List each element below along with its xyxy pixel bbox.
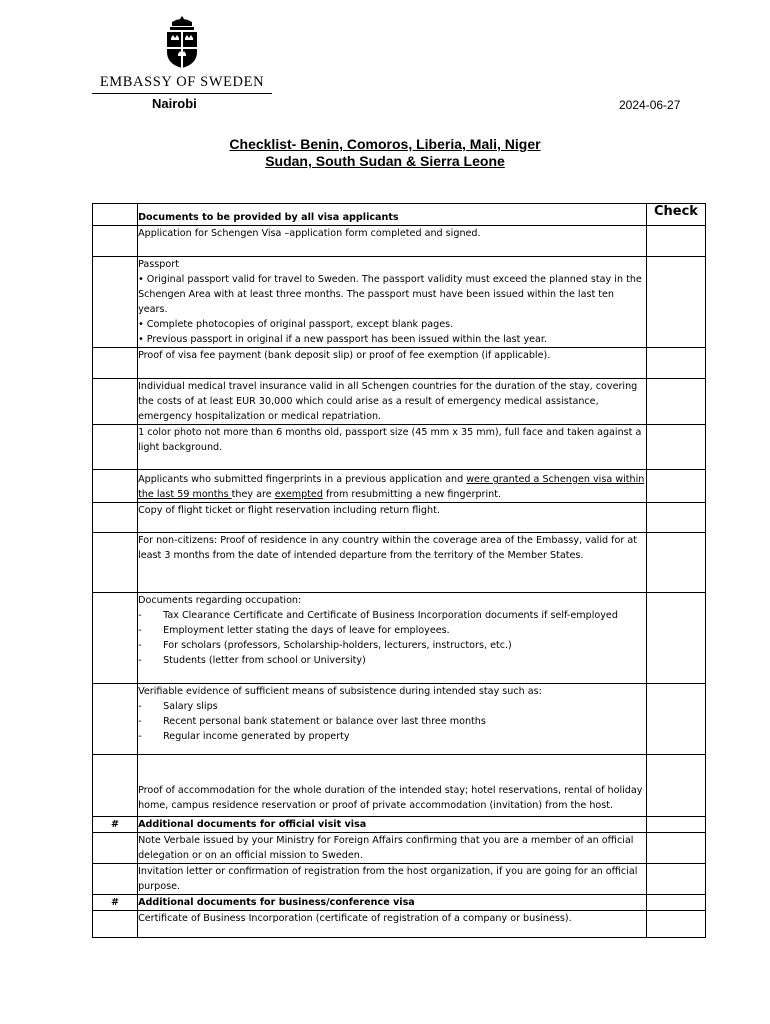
item-noncitizen: For non-citizens: Proof of residence in any country within the coverage area of the Embassy, valid for at least 3 months from the date of intended departure from the territory of the Member States. (138, 533, 647, 593)
item-photo: 1 color photo not more than 6 months old, passport size (45 mm x 35 mm), full face and taken against a light background. (138, 425, 647, 470)
list-item: - Students (letter from school or University) (138, 655, 366, 666)
item-certificate: Certificate of Business Incorporation (certificate of registration of a company or business). (138, 911, 647, 938)
list-item: - Tax Clearance Certificate and Certificate of Business Incorporation documents if self-employed (138, 610, 618, 621)
item-application: Application for Schengen Visa –application form completed and signed. (138, 226, 647, 257)
item-flight: Copy of flight ticket or flight reservation including return flight. (138, 503, 647, 533)
item-occupation (138, 593, 647, 684)
check-cell[interactable] (646, 425, 705, 470)
embassy-logo (92, 14, 272, 98)
list-item: - Employment letter stating the days of leave for employees. (138, 625, 450, 636)
table-row (93, 911, 706, 938)
list-item: - For scholars (professors, Scholarship-holders, lecturers, instructors, etc.) (138, 640, 512, 651)
passport-bullet: • Complete photocopies of original passport, except blank pages. (138, 319, 454, 330)
check-cell[interactable] (646, 379, 705, 425)
check-cell[interactable] (646, 348, 705, 379)
hash-marker: # (93, 895, 138, 911)
table-row (93, 226, 706, 257)
table-row (93, 470, 706, 503)
table-row (93, 425, 706, 470)
table-row (93, 204, 706, 226)
passport-bullet: • Previous passport in original if a new passport has been issued within the last year. (138, 334, 548, 345)
table-row (93, 503, 706, 533)
table-row (93, 533, 706, 593)
logo-rule (92, 93, 272, 94)
item-note-verbale: Note Verbale issued by your Ministry for Foreign Affairs confirming that you are a member of an official delegation or on an official mission to Sweden. (138, 833, 647, 864)
check-cell[interactable] (646, 257, 705, 348)
city-label: Nairobi (152, 96, 197, 111)
table-row (93, 379, 706, 425)
check-cell[interactable] (646, 833, 705, 864)
check-cell[interactable] (646, 470, 705, 503)
list-item: - Salary slips (138, 701, 218, 712)
item-passport (138, 257, 647, 348)
hash-marker: # (93, 817, 138, 833)
check-cell[interactable] (646, 684, 705, 755)
table-row (93, 895, 706, 911)
item-invitation: Invitation letter or confirmation of registration from the host organization, if you are going for an official purpose. (138, 864, 647, 895)
check-column-header: Check (646, 204, 705, 226)
occupation-title: Documents regarding occupation: (138, 595, 302, 606)
item-fee: Proof of visa fee payment (bank deposit slip) or proof of fee exemption (if applicable). (138, 348, 647, 379)
embassy-name: EMBASSY OF SWEDEN (99, 74, 265, 90)
list-item: - Recent personal bank statement or balance over last three months (138, 716, 486, 727)
table-row (93, 833, 706, 864)
section-heading: Documents to be provided by all visa applicants (138, 204, 647, 226)
passport-bullet: • Original passport valid for travel to Sweden. The passport validity must exceed the planned stay in the Schengen Area with at least three months. The passport must have been issued within the last ten years. (138, 274, 642, 315)
section-heading: Additional documents for official visit visa (138, 817, 647, 833)
item-accommodation: Proof of accommodation for the whole duration of the intended stay; hotel reservations, rental of holiday home, campus residence reservation or proof of private accommodation (invitation) from the host. (138, 755, 647, 817)
passport-title: Passport (138, 259, 179, 270)
check-cell[interactable] (646, 911, 705, 938)
table-row (93, 348, 706, 379)
table-row (93, 257, 706, 348)
table-row (93, 755, 706, 817)
document-date: 2024-06-27 (619, 98, 681, 112)
check-cell[interactable] (646, 503, 705, 533)
table-row (93, 817, 706, 833)
checklist-table (92, 203, 706, 938)
check-cell[interactable] (646, 755, 705, 817)
list-item: - Regular income generated by property (138, 731, 350, 742)
means-title: Verifiable evidence of sufficient means of subsistence during intended stay such as: (138, 686, 542, 697)
swedish-crest-icon (162, 14, 202, 70)
item-insurance: Individual medical travel insurance valid in all Schengen countries for the duration of the stay, covering the costs of at least EUR 30,000 which could arise as a result of emergency medical assistance, emergency hospitalization or medical repatriation. (138, 379, 647, 425)
title-line-2: Sudan, South Sudan & Sierra Leone (265, 153, 505, 169)
check-cell[interactable] (646, 864, 705, 895)
item-fingerprint: Applicants who submitted fingerprints in a previous application and were granted a Schengen visa within the last 59 months they are exempted from resubmitting a new fingerprint. (138, 470, 647, 503)
item-means (138, 684, 647, 755)
table-row (93, 593, 706, 684)
section-heading: Additional documents for business/conference visa (138, 895, 647, 911)
table-row (93, 684, 706, 755)
check-cell[interactable] (646, 593, 705, 684)
title-line-1: Checklist- Benin, Comoros, Liberia, Mali, Niger (229, 136, 541, 152)
check-cell[interactable] (646, 533, 705, 593)
table-row (93, 864, 706, 895)
page-title (160, 136, 610, 170)
check-cell[interactable] (646, 226, 705, 257)
